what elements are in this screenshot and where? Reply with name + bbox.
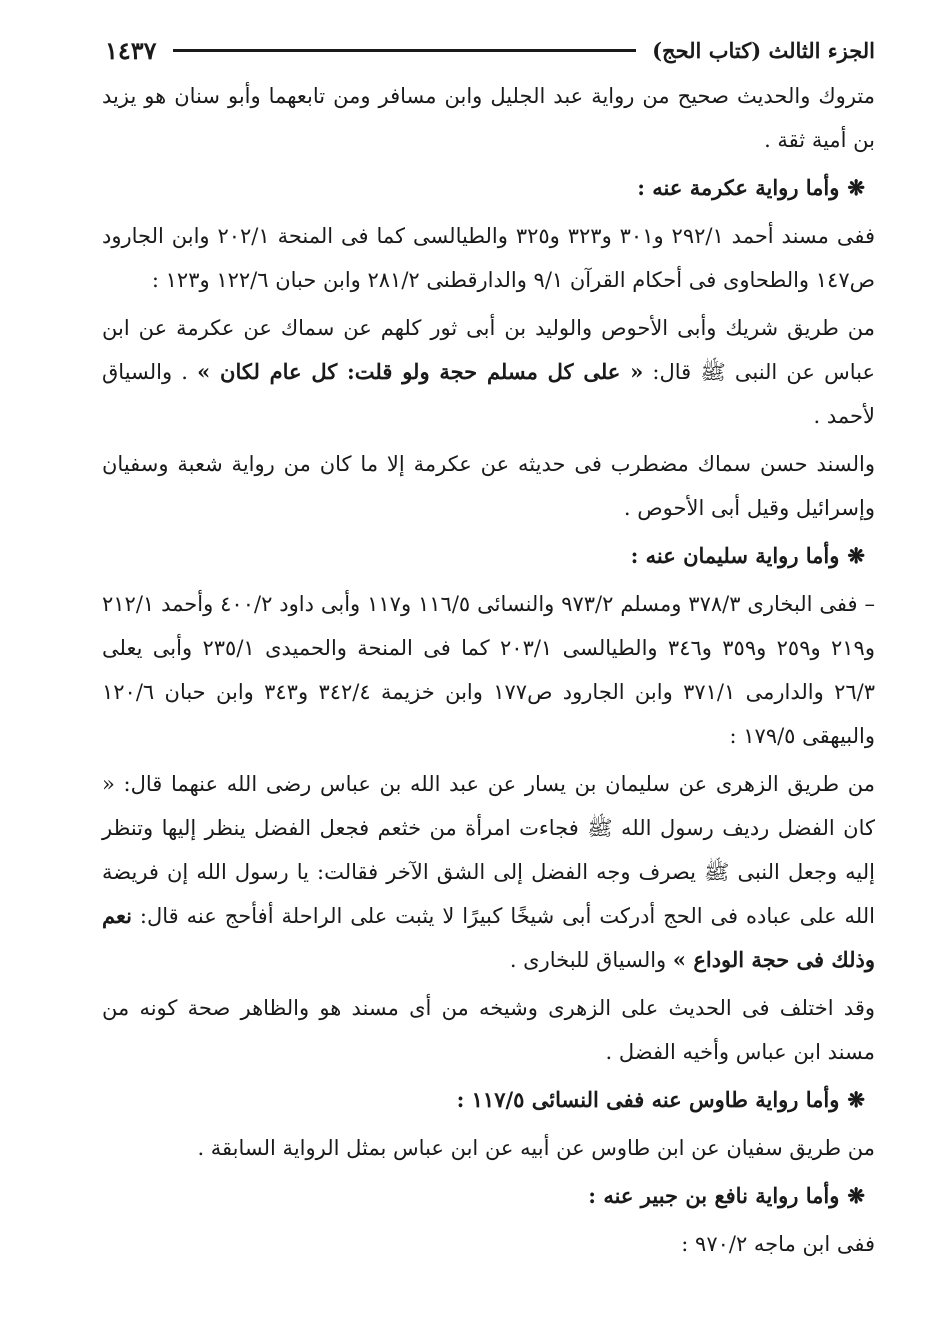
heading-text: وأما رواية سليمان عنه : (630, 543, 840, 568)
paragraph-4: والسند حسن سماك مضطرب فى حديثه عن عكرمة إلا ما كان من رواية شعبة وسفيان وإسرائيل وقيل أبى الأحوص . (102, 452, 875, 520)
heading-text: وأما رواية عكرمة عنه : (637, 175, 840, 200)
heading-text: وأما رواية نافع بن جبير عنه : (588, 1183, 840, 1208)
star-icon: ❋ (847, 1087, 865, 1112)
star-icon: ❋ (847, 1183, 865, 1208)
paragraph-6-text: من طريق الزهرى عن سليمان بن يسار عن عبد الله بن عباس رضى الله عنهما قال: (123, 772, 875, 796)
hadith-quote: « على كل مسلم حجة ولو قلت: كل عام لكان » (197, 359, 644, 384)
section-heading-tawus (102, 1078, 875, 1122)
paragraph-3-text: من طريق شريك وأبى الأحوص والوليد بن أبى ثور كلهم عن سماك عن عكرمة عن ابن عباس عن النبى ﷺ قال: (102, 316, 875, 384)
star-icon: ❋ (847, 543, 865, 568)
paragraph-6-hadith: « كان الفضل رديف رسول الله ﷺ فجاءت امرأة من خثعم فجعل الفضل ينظر إليها وتنظر إليه وجعل النبى ﷺ يصرف وجه الفضل إلى الشق الآخر فقالت: يا رسول الله إن فريضة الله على عباده فى الحج أدركت أبى شيخًا كبيرًا لا يثبت على الراحلة أفأحج عنه قال: (102, 772, 875, 928)
paragraph-9: ففى ابن ماجه ٩٧٠/٢ : (681, 1232, 875, 1256)
paragraph-6-tail: والسياق للبخارى . (509, 948, 667, 972)
paragraph-2: ففى مسند أحمد ٢٩٢/١ و٣٠١ و٣٢٣ و٣٢٥ والطيالسى كما فى المنحة ٢٠٢/١ وابن الجارود ص١٤٧ والطحاوى فى أحكام القرآن ٩/١ والدارقطنى ٢٨١/٢ وابن حبان ١٢٢/٦ و١٢٣ : (102, 224, 875, 292)
section-heading-ikrimah (102, 166, 875, 210)
page-header (105, 28, 875, 72)
paragraph-3-tail: . والسياق لأحمد . (102, 360, 875, 428)
page-number: ١٤٣٧ (105, 35, 157, 65)
running-title: الجزء الثالث (كتاب الحج) (652, 37, 875, 63)
paragraph-3 (102, 306, 875, 438)
section-heading-sulayman (102, 534, 875, 578)
paragraph-8: من طريق سفيان عن ابن طاوس عن أبيه عن ابن عباس بمثل الرواية السابقة . (197, 1136, 875, 1160)
star-icon: ❋ (847, 175, 865, 200)
paragraph-6 (102, 762, 875, 982)
page-body (102, 74, 875, 1270)
header-rule (173, 49, 637, 52)
paragraph-5: – ففى البخارى ٣٧٨/٣ ومسلم ٩٧٣/٢ والنسائى ١١٦/٥ و١١٧ وأبى داود ٤٠٠/٢ وأحمد ٢١٢/١ و٢١٩ و٢٥٩ و٣٥٩ و٣٤٦ والطيالسى ٢٠٣/١ كما فى المنحة والحميدى ٢٣٥/١ وأبى يعلى ٢٦/٣ والدارمى ٣٧١/١ وابن الجارود ص١٧٧ وابن خزيمة ٣٤٢/٤ و٣٤٣ وابن حبان ١٢٠/٦ والبيهقى ١٧٩/٥ : (102, 592, 875, 748)
hadith-quote: نعم وذلك فى حجة الوداع » (102, 903, 875, 972)
paragraph-7: وقد اختلف فى الحديث على الزهرى وشيخه من أى مسند هو والظاهر صحة كونه من مسند ابن عباس وأخيه الفضل . (102, 996, 875, 1064)
paragraph-1: متروك والحديث صحيح من رواية عبد الجليل وابن مسافر ومن تابعهما وأبو سنان هو يزيد بن أمية ثقة . (102, 84, 875, 152)
heading-text: وأما رواية طاوس عنه ففى النسائى ١١٧/٥ : (456, 1087, 840, 1112)
section-heading-nafi (102, 1174, 875, 1218)
